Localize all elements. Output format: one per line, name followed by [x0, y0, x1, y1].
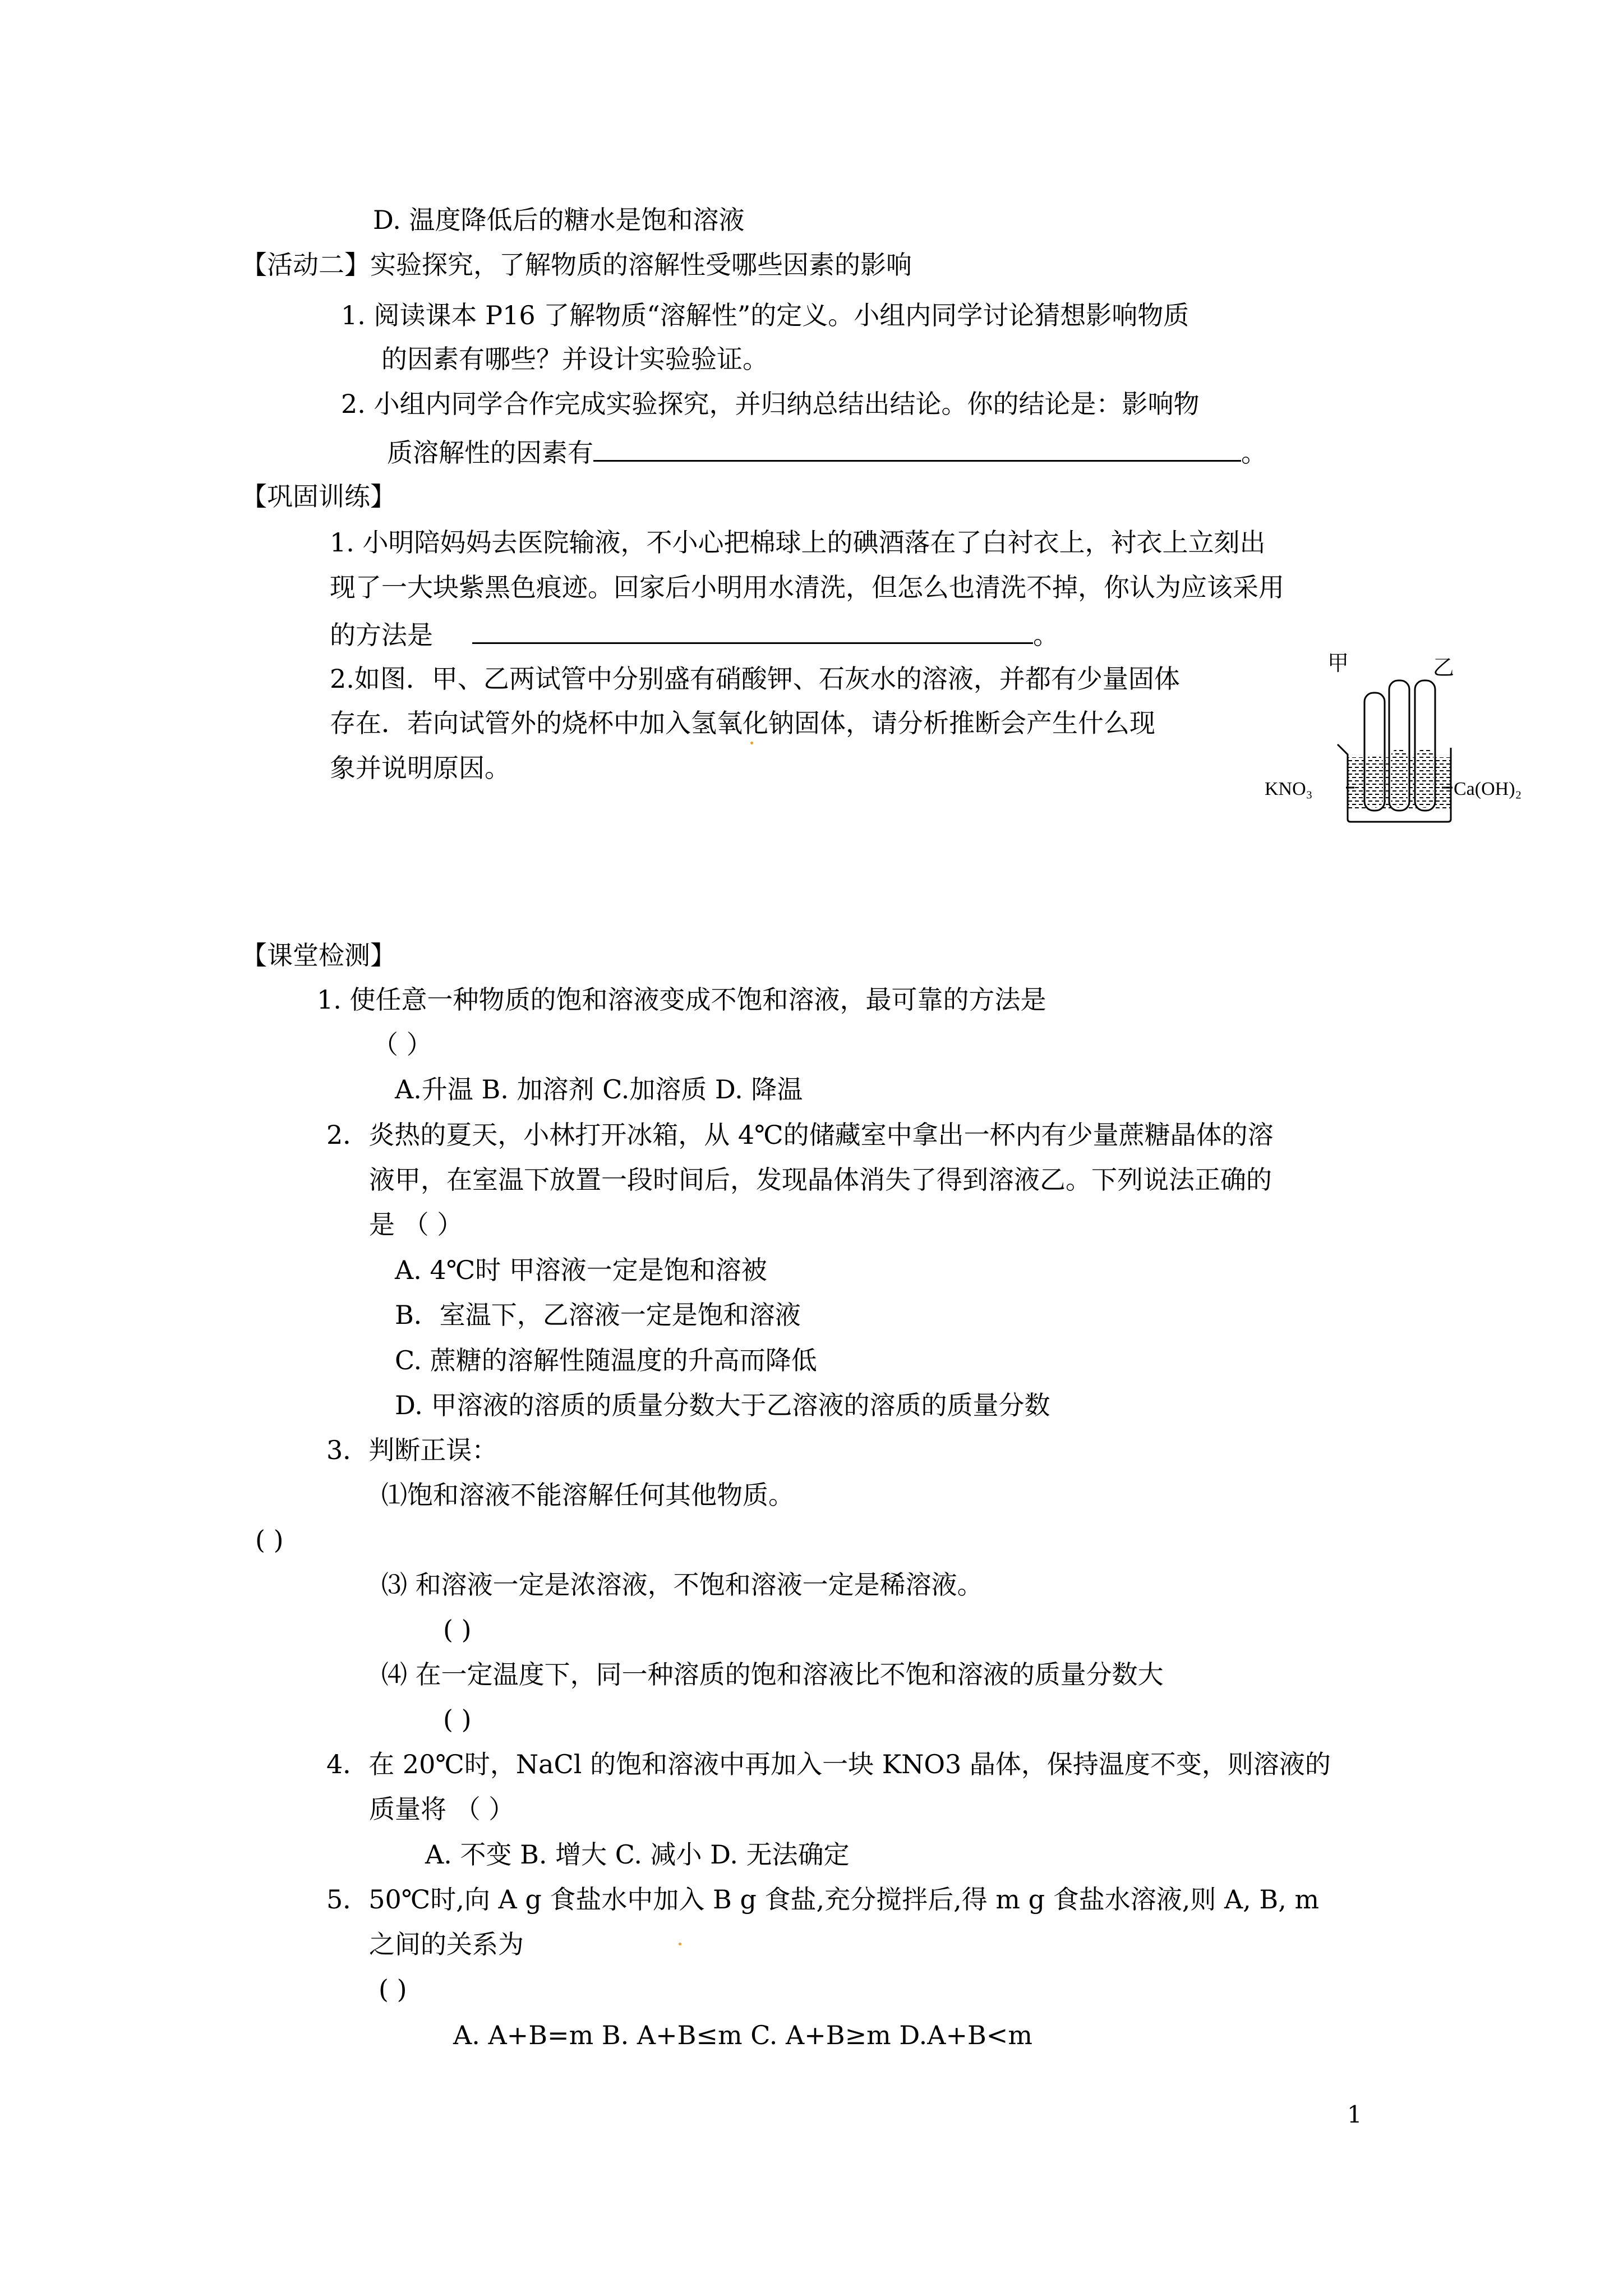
test-q1-options: A.升温 B. 加溶剂 C.加溶质 D. 降温 — [395, 1074, 803, 1105]
test-q4-line2: 质量将 （ ） — [369, 1794, 515, 1824]
answer-blank-1[interactable] — [593, 434, 1241, 462]
test-q3-statement4: ⑷ 在一定温度下，同一种溶质的饱和溶液比不饱和溶液的质量分数大 — [381, 1659, 1164, 1690]
test-q5-line1: 5．50℃时,向 A g 食盐水中加入 B g 食盐,充分搅拌后,得 m g 食盐水溶液,则 A, B, m — [326, 1884, 1320, 1915]
activity2-heading: 【活动二】实验探究，了解物质的溶解性受哪些因素的影响 — [241, 250, 912, 280]
practice-q1-end: 。 — [1033, 620, 1059, 650]
practice-q2-line3: 象并说明原因。 — [330, 753, 510, 783]
practice-q2-line1: 2.如图．甲、乙两试管中分别盛有硝酸钾、石灰水的溶液，并都有少量固体 — [330, 664, 1180, 694]
label-kno3: KNO₃ — [1265, 779, 1313, 799]
stray-dot-1 — [750, 742, 753, 744]
practice-q1-line1: 1. 小明陪妈妈去医院输液，不小心把棉球上的碘酒落在了白衬衣上，衬衣上立刻出 — [330, 527, 1266, 558]
test-q2-line1: 2．炎热的夏天，小林打开冰箱，从 4℃的储藏室中拿出一杯内有少量蔗糖晶体的溶 — [326, 1120, 1274, 1150]
answer-blank-2[interactable] — [472, 616, 1033, 644]
practice-heading: 【巩固训练】 — [241, 481, 396, 512]
activity2-item1-line1: 1. 阅读课本 P16 了解物质“溶解性”的定义。小组内同学讨论猜想影响物质 — [341, 300, 1189, 330]
test-q3-line1: 3．判断正误： — [326, 1435, 498, 1465]
test-q2-option-b: B．室温下，乙溶液一定是饱和溶液 — [395, 1300, 801, 1330]
test-q5-options: A. A+B=m B. A+B≤m C. A+B≥m D.A+B<m — [453, 2020, 1032, 2050]
practice-q1-text: 的方法是 — [330, 620, 433, 650]
test-q3-statement3-paren[interactable]: ( ) — [443, 1614, 472, 1645]
line-d-sugar: D. 温度降低后的糖水是饱和溶液 — [373, 205, 745, 235]
activity2-item2-line2 — [387, 434, 1267, 470]
test-q2-option-a: A. 4℃时 甲溶液一定是饱和溶被 — [395, 1255, 767, 1285]
activity2-item2-line1: 2. 小组内同学合作完成实验探究，并归纳总结出结论。你的结论是：影响物 — [341, 389, 1200, 419]
activity2-item2-end: 。 — [1241, 438, 1267, 468]
practice-q2-line2: 存在．若向试管外的烧杯中加入氢氧化钠固体，请分析推断会产生什么现 — [330, 708, 1155, 738]
practice-q1-line2: 现了一大块紫黑色痕迹。回家后小明用水清洗，但怎么也清洗不掉，你认为应该采用 — [330, 572, 1284, 602]
test-q2-option-c: C. 蔗糖的溶解性随温度的升高而降低 — [395, 1345, 817, 1375]
label-jia: 甲 — [1327, 651, 1349, 675]
test-q1-paren[interactable]: （ ） — [372, 1029, 432, 1060]
test-q4-options: A. 不变 B. 增大 C. 减小 D. 无法确定 — [425, 1839, 850, 1870]
test-heading: 【课堂检测】 — [241, 940, 396, 970]
test-q2-option-d: D. 甲溶液的溶质的质量分数大于乙溶液的溶质的质量分数 — [395, 1390, 1050, 1420]
test-q3-statement3: ⑶ 和溶液一定是浓溶液，不饱和溶液一定是稀溶液。 — [381, 1570, 983, 1600]
activity2-item1-line2: 的因素有哪些？并设计实验验证。 — [381, 344, 768, 374]
test-q2-line2: 液甲，在室温下放置一段时间后，发现晶体消失了得到溶液乙。下列说法正确的 — [369, 1165, 1272, 1195]
test-q1-line1: 1. 使任意一种物质的饱和溶液变成不饱和溶液，最可靠的方法是 — [317, 984, 1046, 1015]
test-q2-line3: 是 （ ） — [369, 1209, 463, 1240]
test-tube-beaker-diagram — [1265, 648, 1545, 827]
test-q3-statement1-paren[interactable]: ( ) — [255, 1525, 284, 1555]
page-number: 1 — [1347, 2101, 1362, 2128]
test-tube-mid — [1389, 680, 1409, 811]
test-q3-statement1: ⑴饱和溶液不能溶解任何其他物质。 — [381, 1480, 794, 1510]
test-q4-line1: 4．在 20℃时，NaCl 的饱和溶液中再加入一块 KNO3 晶体，保持温度不变，则溶液的 — [326, 1749, 1331, 1779]
test-tube-jia — [1364, 693, 1385, 811]
stray-dot-2 — [679, 1943, 681, 1945]
label-caoh2: Ca(OH)₂ — [1454, 779, 1522, 799]
practice-q1-line3 — [330, 616, 1059, 652]
test-q5-paren[interactable]: ( ) — [379, 1974, 407, 2004]
test-q5-line2: 之间的关系为 — [369, 1929, 524, 1959]
test-q3-statement4-paren[interactable]: ( ) — [443, 1704, 472, 1734]
test-tube-yi — [1415, 680, 1435, 811]
activity2-item2-text: 质溶解性的因素有 — [387, 438, 593, 468]
label-yi: 乙 — [1433, 655, 1455, 680]
